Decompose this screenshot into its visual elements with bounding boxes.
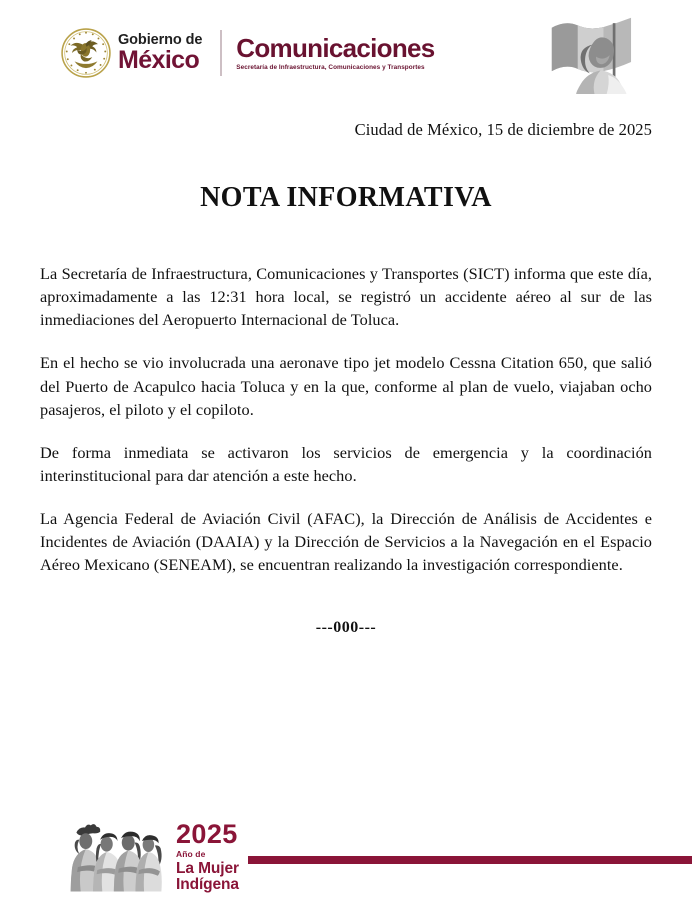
department-name: Comunicaciones: [236, 32, 435, 63]
closing-mark: ---000---: [315, 618, 377, 636]
footer-campaign-logo: [62, 820, 239, 894]
document-page: [40, 110, 652, 637]
campaign-subtitle-2: La Mujer: [176, 859, 239, 877]
campaign-subtitle-1: Año de: [176, 849, 206, 860]
campaign-year-block: [176, 821, 239, 893]
date-line: Ciudad de México, 15 de diciembre de 2025: [354, 120, 652, 139]
department-wordmark: [236, 32, 435, 71]
indigenous-women-illustration: [62, 822, 170, 892]
logo-divider: [220, 30, 222, 76]
page-title: NOTA INFORMATIVA: [200, 182, 492, 213]
government-line2: México: [118, 46, 200, 75]
government-wordmark: [118, 33, 202, 74]
department-subtitle: Secretaría de Infraestructura, Comunicaciones y Transportes: [236, 63, 425, 71]
paragraph: De forma inmediata se activaron los servicios de emergencia y la coordinación interinstitucional para dar atención a este hecho.: [40, 442, 652, 485]
paragraph: La Secretaría de Infraestructura, Comunicaciones y Transportes (SICT) informa que este día, aproximadamente a las 12:31 hora local, se registró un accidente aéreo al sur de las inmediaciones del Aeropuerto Internacional de Toluca.: [40, 264, 652, 330]
campaign-year: 2025: [176, 819, 238, 850]
government-line1: Gobierno de: [118, 31, 203, 48]
campaign-subtitle-3: Indígena: [176, 876, 239, 894]
document-footer: [0, 812, 692, 900]
woman-with-flag-illustration: [542, 14, 650, 94]
mexican-coat-of-arms-icon: [60, 27, 112, 79]
paragraph: La Agencia Federal de Aviación Civil (AFAC), la Dirección de Análisis de Accidentes e Incidentes de Aviación (DAAIA) y la Dirección de Servicios a la Navegación en el Espacio Aéreo Mexicano (SENEAM), se encuentran realizando la investigación correspondiente.: [40, 509, 652, 575]
body-copy: [40, 262, 652, 577]
footer-accent-bar: [248, 856, 692, 864]
document-header: [0, 0, 692, 110]
paragraph: En el hecho se vio involucrada una aeronave tipo jet modelo Cessna Citation 650, que salió del Puerto de Acapulco hacia Toluca y en la que, conforme al plan de vuelo, viajaban ocho pasajeros, el piloto y el copiloto.: [40, 353, 652, 419]
government-logo-block: [60, 25, 435, 81]
